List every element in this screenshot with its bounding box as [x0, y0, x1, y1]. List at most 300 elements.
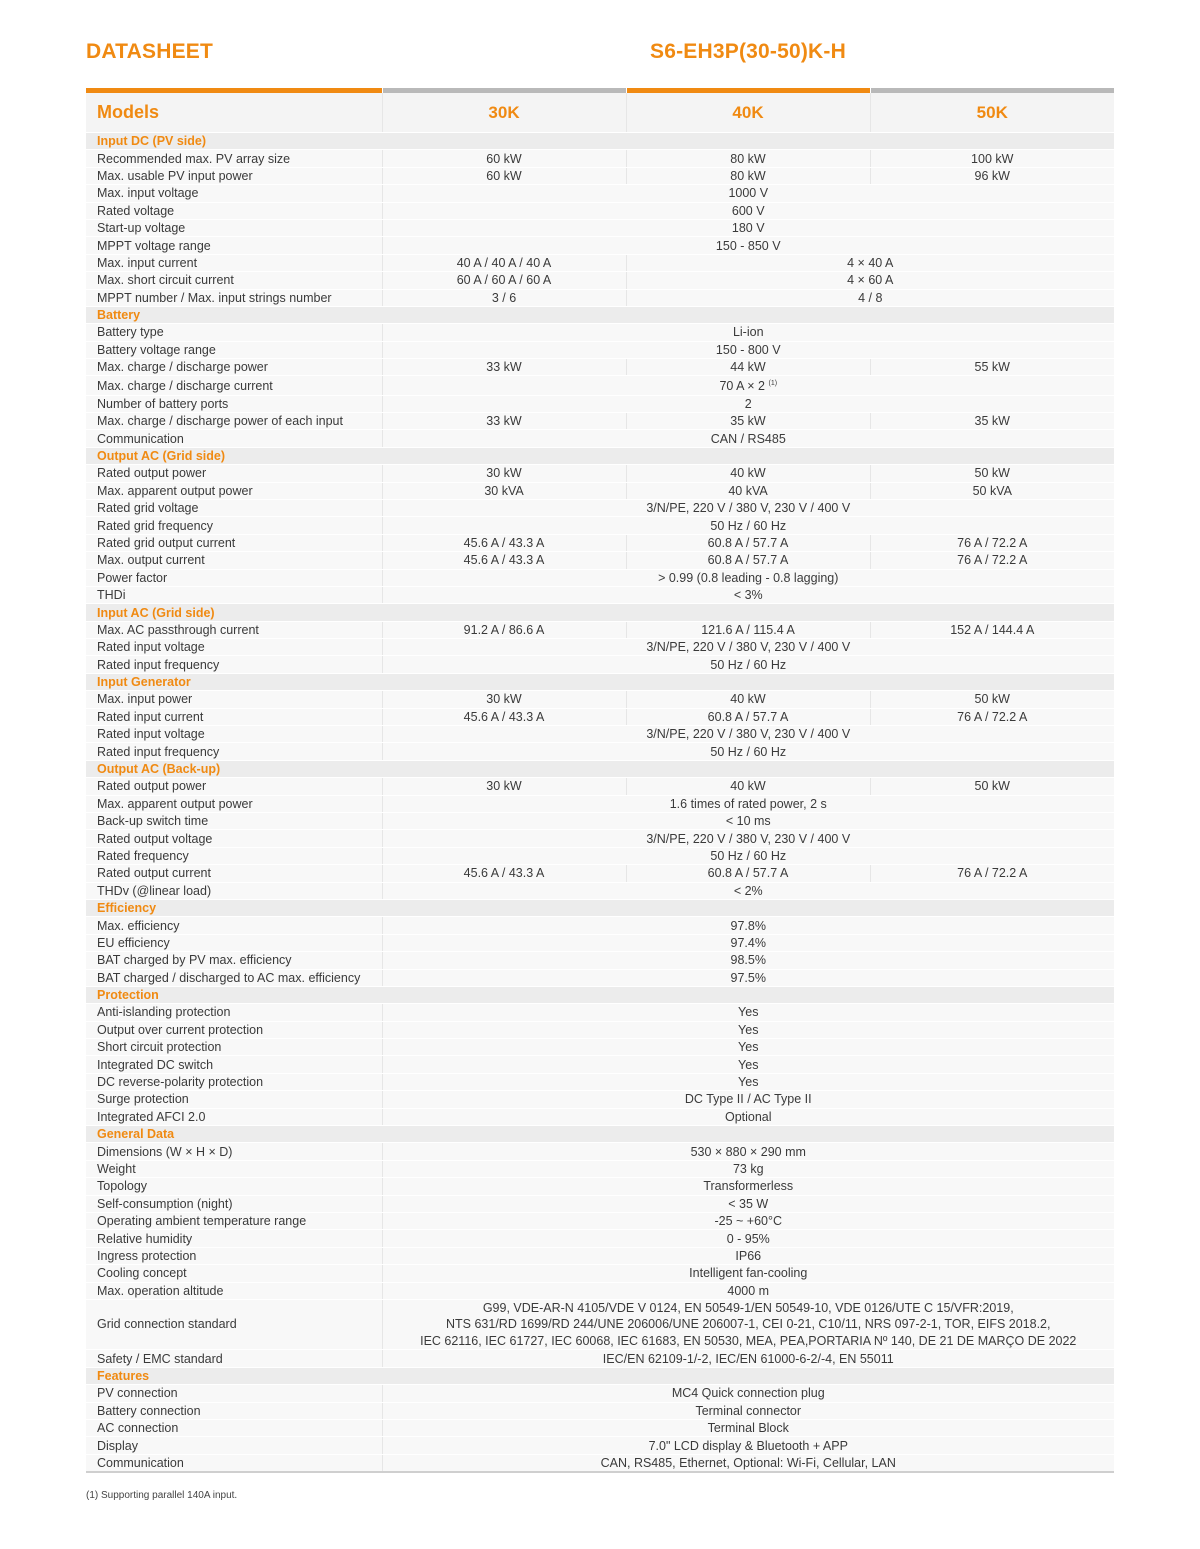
spec-value-text: 50 Hz / 60 Hz	[710, 518, 787, 533]
spec-value	[382, 1265, 1114, 1282]
spec-row	[86, 639, 1114, 656]
spec-value-text: CAN, RS485, Ethernet, Optional: Wi-Fi, Cellular, LAN	[600, 1455, 896, 1470]
spec-row	[86, 376, 1114, 395]
spec-label: Communication	[86, 430, 382, 447]
spec-value-text: Terminal Block	[707, 1421, 789, 1436]
spec-label: DC reverse-polarity protection	[86, 1073, 382, 1090]
spec-value-text: IEC/EN 62109-1/-2, IEC/EN 61000-6-2/-4, EN 55011	[602, 1351, 894, 1366]
spec-value-text: 98.5%	[730, 953, 766, 968]
spec-row	[86, 289, 1114, 306]
spec-value	[626, 691, 870, 708]
spec-value	[382, 934, 1114, 951]
spec-value	[382, 917, 1114, 934]
spec-label: Max. usable PV input power	[86, 167, 382, 184]
spec-value-text: Li-ion	[732, 325, 764, 340]
spec-value	[382, 813, 1114, 830]
spec-label: AC connection	[86, 1420, 382, 1437]
spec-value	[870, 865, 1114, 882]
spec-value-text: > 0.99 (0.8 leading - 0.8 lagging)	[658, 570, 839, 585]
spec-row	[86, 237, 1114, 254]
spec-label: Recommended max. PV array size	[86, 150, 382, 167]
spec-label: EU efficiency	[86, 934, 382, 951]
spec-value-text: 45.6 A / 43.3 A	[463, 535, 545, 550]
spec-value	[382, 1299, 1114, 1350]
spec-value	[382, 1402, 1114, 1419]
spec-label: Power factor	[86, 569, 382, 586]
spec-value	[626, 289, 1114, 306]
spec-label: Dimensions (W × H × D)	[86, 1143, 382, 1160]
spec-value	[626, 482, 870, 499]
spec-row	[86, 795, 1114, 812]
spec-row	[86, 499, 1114, 516]
spec-value	[382, 882, 1114, 899]
spec-row	[86, 847, 1114, 864]
spec-value-text: 45.6 A / 43.3 A	[463, 866, 545, 881]
spec-value	[626, 359, 870, 376]
spec-value-text: 1.6 times of rated power, 2 s	[669, 796, 827, 811]
spec-value-text: 40 kW	[730, 466, 766, 481]
spec-label: Self-consumption (night)	[86, 1195, 382, 1212]
spec-label: Rated grid output current	[86, 534, 382, 551]
spec-value-text: 80 kW	[730, 168, 766, 183]
spec-value-text: Yes	[738, 1075, 759, 1090]
spec-value-text: 73 kg	[732, 1162, 764, 1176]
section-header-row	[86, 760, 1114, 777]
spec-value-text: 50 Hz / 60 Hz	[710, 744, 787, 759]
section-title: Input DC (PV side)	[86, 133, 1114, 150]
spec-value	[382, 969, 1114, 986]
spec-value-text: 50 kVA	[972, 483, 1012, 498]
model-50k: 50K	[870, 93, 1114, 133]
spec-row	[86, 1073, 1114, 1090]
spec-row	[86, 1108, 1114, 1125]
spec-value	[382, 395, 1114, 412]
spec-row	[86, 691, 1114, 708]
spec-label: Safety / EMC standard	[86, 1350, 382, 1367]
spec-label: Rated output current	[86, 865, 382, 882]
spec-value	[382, 324, 1114, 341]
section-title: Protection	[86, 986, 1114, 1003]
spec-value-text: 4 / 8	[858, 290, 883, 305]
spec-value	[382, 1178, 1114, 1195]
spec-label: Integrated AFCI 2.0	[86, 1108, 382, 1125]
spec-label: BAT charged by PV max. efficiency	[86, 952, 382, 969]
spec-value	[382, 1039, 1114, 1056]
spec-value-text: 33 kW	[486, 360, 522, 375]
spec-label: Operating ambient temperature range	[86, 1212, 382, 1229]
spec-value-text: 60 A / 60 A / 60 A	[456, 273, 552, 288]
spec-value	[382, 691, 626, 708]
spec-label: Rated voltage	[86, 202, 382, 219]
spec-value	[382, 1420, 1114, 1437]
spec-row	[86, 482, 1114, 499]
spec-value-text: 30 kW	[486, 466, 522, 481]
spec-row	[86, 865, 1114, 882]
spec-value-text: Intelligent fan-cooling	[689, 1266, 808, 1281]
spec-value	[870, 778, 1114, 795]
spec-value	[626, 167, 870, 184]
spec-value	[626, 465, 870, 482]
spec-row	[86, 272, 1114, 289]
spec-row	[86, 341, 1114, 358]
spec-value-text: 60 kW	[486, 168, 522, 183]
spec-value	[626, 254, 1114, 271]
spec-value-text: Transformerless	[703, 1179, 794, 1194]
spec-value	[382, 847, 1114, 864]
spec-value	[382, 202, 1114, 219]
spec-label: Output over current protection	[86, 1021, 382, 1038]
spec-value-text: 70 A × 2	[719, 379, 765, 394]
spec-value	[626, 708, 870, 725]
spec-value-text: 150 - 800 V	[715, 342, 781, 357]
spec-value-text: 55 kW	[974, 360, 1010, 375]
model-40k: 40K	[626, 93, 870, 133]
spec-value	[382, 621, 626, 638]
spec-row	[86, 1212, 1114, 1229]
spec-row	[86, 569, 1114, 586]
spec-value-text: MC4 Quick connection plug	[671, 1386, 825, 1401]
spec-value	[382, 1143, 1114, 1160]
spec-value	[382, 726, 1114, 743]
spec-value	[382, 1247, 1114, 1264]
spec-value	[382, 272, 626, 289]
spec-row	[86, 1454, 1114, 1472]
spec-row	[86, 1265, 1114, 1282]
spec-row	[86, 167, 1114, 184]
spec-label: Rated output power	[86, 465, 382, 482]
spec-row	[86, 430, 1114, 447]
spec-value-text: Yes	[738, 1005, 759, 1020]
spec-value-text: < 2%	[733, 883, 763, 898]
section-title: Input AC (Grid side)	[86, 604, 1114, 621]
spec-label: Max. apparent output power	[86, 482, 382, 499]
spec-value	[382, 237, 1114, 254]
spec-value	[382, 1056, 1114, 1073]
spec-value	[626, 534, 870, 551]
spec-value	[382, 586, 1114, 603]
spec-value	[382, 413, 626, 430]
spec-row	[86, 952, 1114, 969]
section-header-row	[86, 899, 1114, 916]
spec-label: Max. AC passthrough current	[86, 621, 382, 638]
spec-label: Max. charge / discharge current	[86, 376, 382, 395]
spec-value-text: 0 - 95%	[726, 1231, 770, 1246]
section-header-row	[86, 986, 1114, 1003]
spec-label: Battery type	[86, 324, 382, 341]
spec-value-text: 76 A / 72.2 A	[957, 535, 1028, 550]
spec-label: MPPT number / Max. input strings number	[86, 289, 382, 306]
spec-value-text: < 3%	[733, 588, 763, 603]
spec-label: Communication	[86, 1454, 382, 1472]
spec-label: Battery connection	[86, 1402, 382, 1419]
spec-table	[86, 93, 1114, 1473]
spec-row	[86, 656, 1114, 673]
section-title: General Data	[86, 1126, 1114, 1143]
spec-row	[86, 534, 1114, 551]
spec-row	[86, 359, 1114, 376]
section-title: Input Generator	[86, 673, 1114, 690]
spec-row	[86, 708, 1114, 725]
spec-value-text: < 35 W	[728, 1196, 769, 1211]
spec-value	[382, 1073, 1114, 1090]
spec-value-text: Yes	[738, 1057, 759, 1072]
spec-value	[626, 621, 870, 638]
spec-value	[870, 534, 1114, 551]
spec-value-line: IEC 62116, IEC 61727, IEC 60068, IEC 61683, EN 50530, MEA, PEA,PORTARIA Nº 140, DE 21 DE MARÇO DE 2022	[420, 1333, 1077, 1348]
spec-value-text: 50 kW	[974, 779, 1010, 794]
spec-value	[870, 413, 1114, 430]
spec-value-text: 96 kW	[974, 168, 1010, 183]
spec-row	[86, 1385, 1114, 1402]
spec-value-text: 76 A / 72.2 A	[957, 866, 1028, 881]
spec-label: Weight	[86, 1160, 382, 1177]
spec-label: Number of battery ports	[86, 395, 382, 412]
spec-label: Anti-islanding protection	[86, 1004, 382, 1021]
section-title: Features	[86, 1367, 1114, 1384]
spec-value	[870, 150, 1114, 167]
spec-row	[86, 1039, 1114, 1056]
spec-value-text: 600 V	[731, 203, 765, 218]
spec-row	[86, 813, 1114, 830]
spec-value-text: 40 kVA	[728, 483, 768, 498]
spec-label: Max. apparent output power	[86, 795, 382, 812]
spec-value	[382, 795, 1114, 812]
spec-value-text: 60.8 A / 57.7 A	[707, 535, 789, 550]
spec-row	[86, 586, 1114, 603]
spec-value-text: 60.8 A / 57.7 A	[707, 553, 789, 568]
spec-row	[86, 185, 1114, 202]
spec-row	[86, 150, 1114, 167]
spec-value	[382, 517, 1114, 534]
spec-value	[870, 691, 1114, 708]
section-header-row	[86, 306, 1114, 323]
spec-value-text: 35 kW	[730, 414, 766, 429]
spec-label: Start-up voltage	[86, 219, 382, 236]
spec-label: Topology	[86, 1178, 382, 1195]
spec-value	[382, 743, 1114, 760]
spec-value-text: 4 × 40 A	[847, 255, 894, 270]
spec-label: Max. input power	[86, 691, 382, 708]
spec-row	[86, 882, 1114, 899]
spec-value	[382, 376, 1114, 395]
spec-value	[382, 482, 626, 499]
spec-label: Back-up switch time	[86, 813, 382, 830]
spec-label: Rated frequency	[86, 847, 382, 864]
spec-label: Max. input current	[86, 254, 382, 271]
spec-row	[86, 254, 1114, 271]
spec-value	[382, 167, 626, 184]
spec-value-line: NTS 631/RD 1699/RD 244/UNE 206006/UNE 206007-1, CEI 0-21, C10/11, NRS 097-2-1, TOR, EIFS 2018.2,	[446, 1317, 1051, 1332]
spec-value	[382, 1437, 1114, 1454]
spec-row	[86, 969, 1114, 986]
spec-label: Max. output current	[86, 552, 382, 569]
spec-value	[870, 552, 1114, 569]
section-header-row	[86, 447, 1114, 464]
spec-value	[382, 1195, 1114, 1212]
spec-value	[382, 1454, 1114, 1472]
spec-value	[382, 465, 626, 482]
spec-row	[86, 1004, 1114, 1021]
spec-row	[86, 202, 1114, 219]
spec-value	[626, 865, 870, 882]
spec-value-line: G99, VDE-AR-N 4105/VDE V 0124, EN 50549-1/EN 50549-10, VDE 0126/UTE C 15/VFR:2019,	[482, 1300, 1014, 1315]
section-title: Output AC (Grid side)	[86, 447, 1114, 464]
spec-value	[382, 865, 626, 882]
spec-value-text: 3/N/PE, 220 V / 380 V, 230 V / 400 V	[646, 831, 851, 846]
section-header-row	[86, 604, 1114, 621]
spec-value	[382, 185, 1114, 202]
spec-row	[86, 1282, 1114, 1299]
spec-row	[86, 517, 1114, 534]
spec-row	[86, 1195, 1114, 1212]
spec-value-text: 150 - 850 V	[715, 238, 781, 253]
spec-label: Grid connection standard	[86, 1299, 382, 1350]
spec-label: Relative humidity	[86, 1230, 382, 1247]
spec-value	[382, 656, 1114, 673]
spec-value	[382, 708, 626, 725]
spec-label: Rated output voltage	[86, 830, 382, 847]
spec-value	[870, 621, 1114, 638]
spec-value	[626, 150, 870, 167]
spec-value	[870, 465, 1114, 482]
spec-value	[382, 552, 626, 569]
spec-label: PV connection	[86, 1385, 382, 1402]
spec-value	[382, 830, 1114, 847]
spec-row	[86, 1299, 1114, 1350]
spec-row	[86, 1247, 1114, 1264]
spec-row	[86, 465, 1114, 482]
model-title: S6-EH3P(30-50)K-H	[650, 40, 846, 63]
spec-value-text: 3/N/PE, 220 V / 380 V, 230 V / 400 V	[646, 501, 851, 516]
spec-value	[382, 289, 626, 306]
spec-value	[382, 359, 626, 376]
spec-value-text: 97.5%	[730, 970, 766, 985]
spec-row	[86, 1056, 1114, 1073]
spec-value-text: 7.0" LCD display & Bluetooth + APP	[648, 1438, 848, 1453]
spec-label: Cooling concept	[86, 1265, 382, 1282]
section-header-row	[86, 133, 1114, 150]
spec-value	[382, 1160, 1114, 1177]
spec-value	[870, 167, 1114, 184]
spec-row	[86, 1230, 1114, 1247]
spec-value	[626, 272, 1114, 289]
spec-value-text: 50 kW	[974, 466, 1010, 481]
spec-value	[382, 639, 1114, 656]
spec-value-text: 60 kW	[486, 151, 522, 166]
spec-value	[382, 569, 1114, 586]
spec-label: Surge protection	[86, 1091, 382, 1108]
spec-value-text: 100 kW	[971, 151, 1014, 166]
spec-value	[382, 1282, 1114, 1299]
spec-value-text: 180 V	[731, 221, 765, 236]
spec-value	[382, 499, 1114, 516]
spec-value-text: DC Type II / AC Type II	[684, 1092, 812, 1107]
footnote: (1) Supporting parallel 140A input.	[86, 1490, 238, 1501]
spec-label: Ingress protection	[86, 1247, 382, 1264]
spec-value-text: Yes	[738, 1022, 759, 1037]
spec-value-text: 40 kW	[730, 692, 766, 707]
model-30k: 30K	[382, 93, 626, 133]
spec-value-text: 3 / 6	[491, 290, 517, 305]
spec-row	[86, 1437, 1114, 1454]
spec-value-text: 76 A / 72.2 A	[957, 553, 1028, 568]
spec-value-text: 76 A / 72.2 A	[957, 709, 1028, 724]
spec-value-text: 30 kW	[486, 779, 522, 794]
spec-row	[86, 1143, 1114, 1160]
spec-value-text: 50 Hz / 60 Hz	[710, 657, 787, 672]
spec-value-text: 121.6 A / 115.4 A	[701, 622, 795, 637]
spec-label: Rated input voltage	[86, 726, 382, 743]
spec-value	[870, 482, 1114, 499]
spec-row	[86, 917, 1114, 934]
spec-row	[86, 324, 1114, 341]
spec-value	[870, 708, 1114, 725]
section-title: Efficiency	[86, 899, 1114, 916]
section-header-row	[86, 673, 1114, 690]
spec-label: Max. operation altitude	[86, 1282, 382, 1299]
spec-value-text: < 10 ms	[725, 814, 771, 829]
spec-value-text: 1000 V	[728, 186, 769, 201]
spec-value-text: 30 kW	[486, 692, 522, 707]
spec-value	[382, 1350, 1114, 1367]
spec-row	[86, 1350, 1114, 1367]
spec-row	[86, 621, 1114, 638]
spec-value	[382, 254, 626, 271]
spec-value	[382, 1230, 1114, 1247]
spec-value	[382, 1091, 1114, 1108]
spec-value	[382, 1385, 1114, 1402]
spec-value	[382, 1004, 1114, 1021]
spec-row	[86, 934, 1114, 951]
spec-label: Rated grid frequency	[86, 517, 382, 534]
spec-row	[86, 1178, 1114, 1195]
spec-value	[382, 430, 1114, 447]
spec-value	[626, 413, 870, 430]
spec-value-text: 97.4%	[730, 935, 766, 950]
spec-label: Battery voltage range	[86, 341, 382, 358]
spec-value	[382, 150, 626, 167]
spec-row	[86, 395, 1114, 412]
spec-value	[382, 778, 626, 795]
spec-value	[382, 1021, 1114, 1038]
spec-value-text: 530 × 880 × 290 mm	[690, 1144, 806, 1159]
spec-value-text: 4000 m	[727, 1283, 770, 1298]
spec-label: Short circuit protection	[86, 1039, 382, 1056]
spec-value	[870, 359, 1114, 376]
spec-value-text: 91.2 A / 86.6 A	[463, 622, 545, 637]
spec-label: Max. charge / discharge power of each input	[86, 413, 382, 430]
models-header-row	[86, 93, 1114, 133]
spec-value	[382, 1212, 1114, 1229]
spec-value	[626, 552, 870, 569]
spec-label: MPPT voltage range	[86, 237, 382, 254]
spec-label: Display	[86, 1437, 382, 1454]
spec-label: Max. charge / discharge power	[86, 359, 382, 376]
spec-label: Rated input current	[86, 708, 382, 725]
models-label: Models	[86, 93, 382, 133]
spec-row	[86, 778, 1114, 795]
spec-value	[382, 1108, 1114, 1125]
spec-row	[86, 413, 1114, 430]
spec-value-text: 2	[744, 396, 752, 411]
spec-value-text: 35 kW	[974, 414, 1010, 429]
spec-row	[86, 552, 1114, 569]
spec-value-text: 4 × 60 A	[847, 273, 894, 288]
spec-value-text: 152 A / 144.4 A	[950, 622, 1035, 637]
spec-value-text: 30 kVA	[484, 483, 524, 498]
section-header-row	[86, 1367, 1114, 1384]
spec-label: Integrated DC switch	[86, 1056, 382, 1073]
